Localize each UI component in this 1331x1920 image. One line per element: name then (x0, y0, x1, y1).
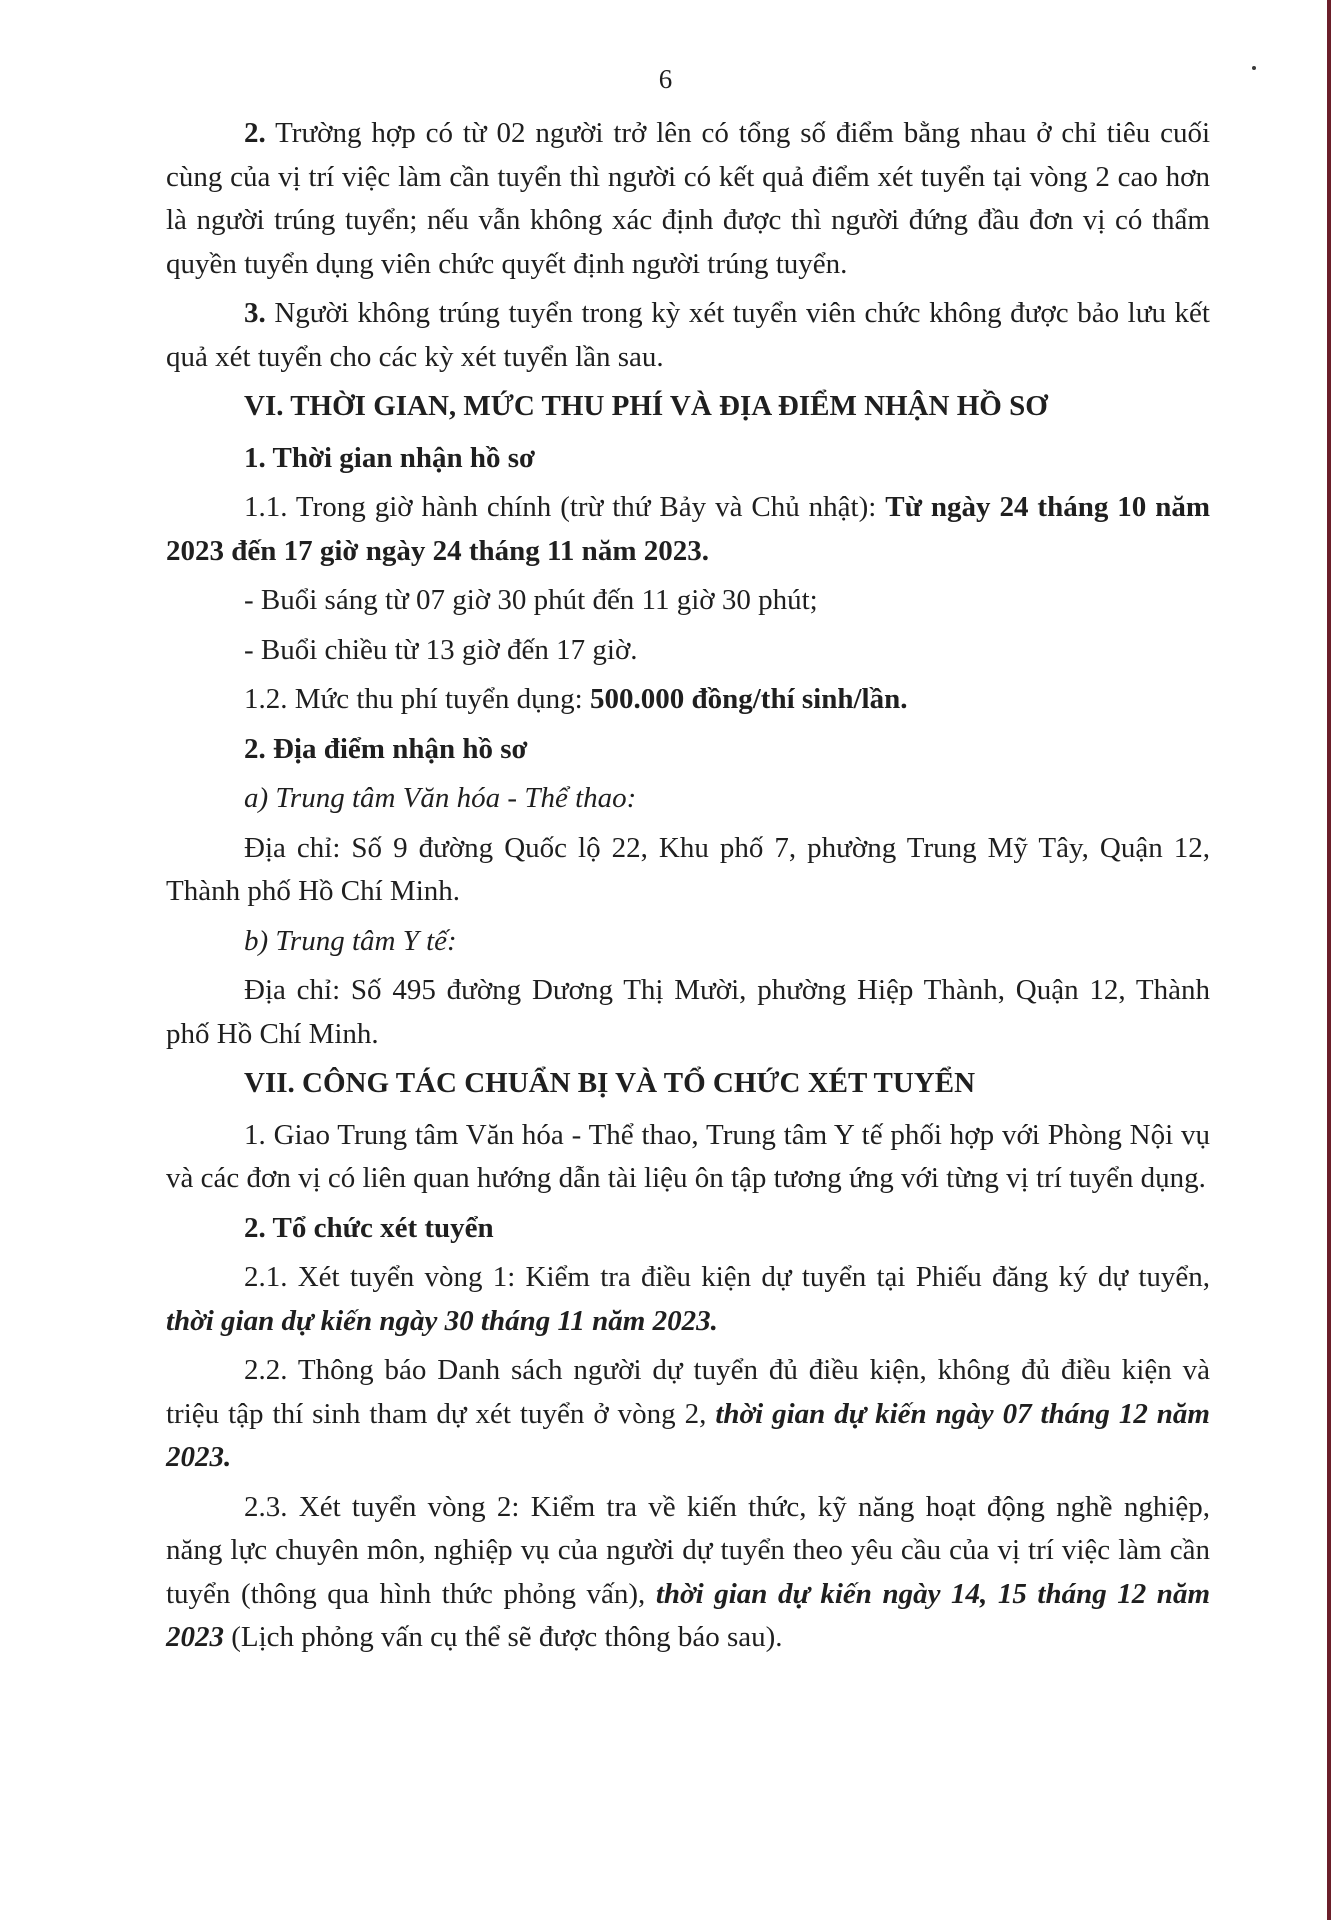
paragraph-text: 2.2. Thông báo Danh sách người dự tuyển đủ điều kiện, không đủ điều kiện và triệu tập thí sinh tham dự xét tuyển ở vòng 2, (166, 1354, 1210, 1430)
paragraph-number: 3. (244, 297, 266, 329)
expected-date: thời gian dự kiến ngày 14, 15 tháng 12 năm 2023 (166, 1577, 1210, 1653)
location-b-label: b) Trung tâm Y tế: (244, 924, 457, 957)
paragraph-2-2 (166, 1349, 1210, 1480)
section-heading-vi: VI. THỜI GIAN, MỨC THU PHÍ VÀ ĐỊA ĐIỂM NHẬN HỒ SƠ (244, 390, 1048, 422)
page-edge-line (1327, 0, 1331, 1920)
paragraph-3 (166, 292, 1210, 379)
subheading-location: 2. Địa điểm nhận hồ sơ (244, 732, 528, 765)
paragraph-1-1 (166, 486, 1210, 573)
section-heading-vii: VII. CÔNG TÁC CHUẨN BỊ VÀ TỔ CHỨC XÉT TUYỂN (244, 1067, 976, 1099)
paragraph-2-3 (166, 1486, 1210, 1660)
fee-amount: 500.000 đồng/thí sinh/lần. (589, 683, 908, 715)
paragraph-number: 2. (244, 117, 266, 149)
morning-hours: - Buổi sáng từ 07 giờ 30 phút đến 11 giờ 30 phút; (244, 584, 818, 616)
paragraph-2 (166, 112, 1210, 286)
location-b-address: Địa chỉ: Số 495 đường Dương Thị Mười, phường Hiệp Thành, Quận 12, Thành phố Hồ Chí Minh. (166, 974, 1210, 1050)
location-a-label: a) Trung tâm Văn hóa - Thể thao: (244, 782, 637, 814)
page-number: 6 (658, 64, 673, 94)
paragraph-2-1 (166, 1256, 1210, 1343)
paragraph-text: 1.1. Trong giờ hành chính (trừ thứ Bảy và Chủ nhật): (244, 491, 886, 523)
subheading-time: 1. Thời gian nhận hồ sơ (244, 441, 536, 474)
paragraph-text: Trường hợp có từ 02 người trở lên có tổng số điểm bằng nhau ở chỉ tiêu cuối cùng của vị trí việc làm cần tuyển thì người có kết quả điểm xét tuyển tại vòng 2 cao hơn là người trúng tuyển; nếu vẫn không xác định được thì người đứng đầu đơn vị có thẩm quyền tuyển dụng viên chức quyết định người trúng tuyển. (166, 117, 1210, 280)
paragraph-text: 1.2. Mức thu phí tuyển dụng: (244, 683, 590, 715)
paragraph-tail: (Lịch phỏng vấn cụ thể sẽ được thông báo sau). (224, 1621, 783, 1653)
paragraph-text: Người không trúng tuyển trong kỳ xét tuyển viên chức không được bảo lưu kết quả xét tuyển cho các kỳ xét tuyển lần sau. (166, 297, 1210, 373)
subheading-organize: 2. Tổ chức xét tuyển (244, 1211, 494, 1244)
expected-date: thời gian dự kiến ngày 30 tháng 11 năm 2023. (166, 1304, 718, 1337)
paragraph-vii-1: 1. Giao Trung tâm Văn hóa - Thể thao, Trung tâm Y tế phối hợp với Phòng Nội vụ và các đơn vị có liên quan hướng dẫn tài liệu ôn tập tương ứng với từng vị trí tuyển dụng. (166, 1118, 1210, 1194)
expected-date: thời gian dự kiến ngày 07 tháng 12 năm 2023. (166, 1397, 1210, 1473)
afternoon-hours: - Buổi chiều từ 13 giờ đến 17 giờ. (244, 633, 638, 666)
paragraph-1-2 (166, 678, 1210, 722)
paragraph-bold-text: Từ ngày 24 tháng 10 năm 2023 đến 17 giờ ngày 24 tháng 11 năm 2023. (166, 491, 1210, 567)
paragraph-text: 2.1. Xét tuyển vòng 1: Kiểm tra điều kiện dự tuyển tại Phiếu đăng ký dự tuyển, (244, 1261, 1210, 1293)
paragraph-text: 2.3. Xét tuyển vòng 2: Kiểm tra về kiến thức, kỹ năng hoạt động nghề nghiệp, năng lực chuyên môn, nghiệp vụ của người dự tuyển theo yêu cầu của vị trí việc làm cần tuyển (thông qua hình thức phỏng vấn), (166, 1490, 1210, 1610)
document-body (166, 112, 1210, 1666)
location-a-address: Địa chỉ: Số 9 đường Quốc lộ 22, Khu phố 7, phường Trung Mỹ Tây, Quận 12, Thành phố Hồ Chí Minh. (166, 831, 1210, 907)
